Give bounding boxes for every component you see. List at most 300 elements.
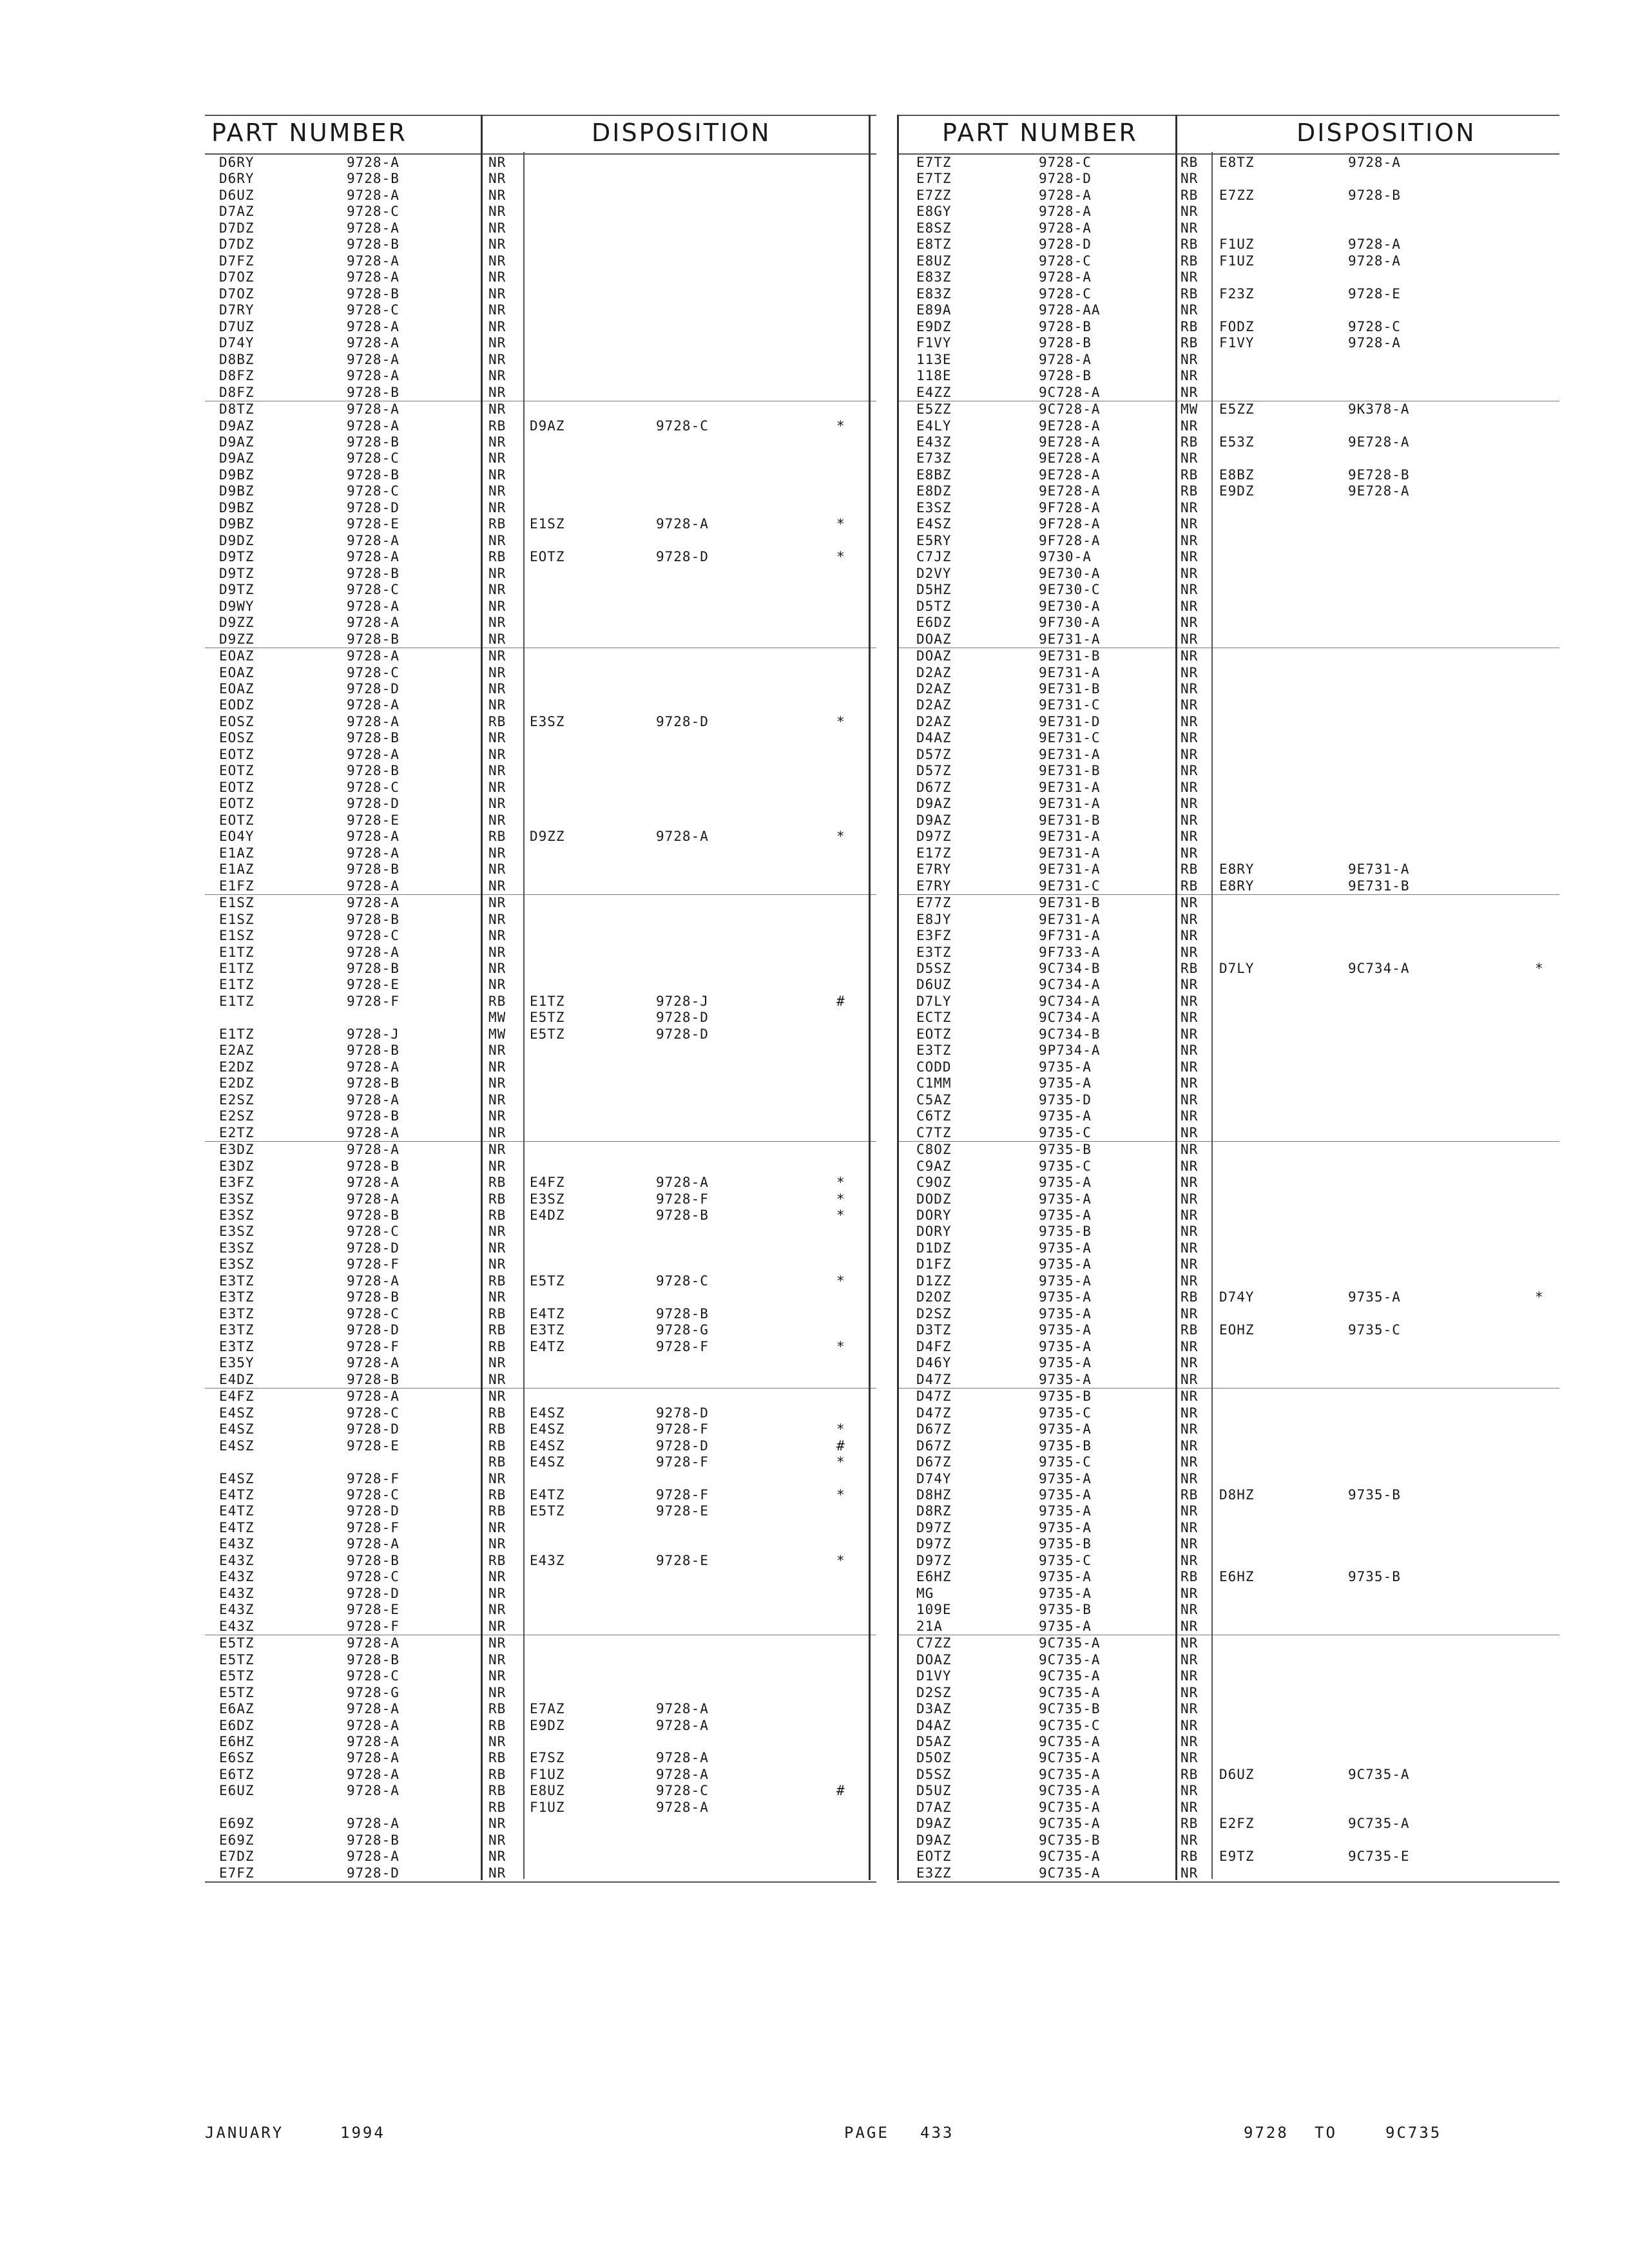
table-row xyxy=(897,1487,1559,1503)
table-row xyxy=(897,681,1559,697)
disposition-code: NR xyxy=(488,483,506,499)
disposition-code: NR xyxy=(1181,565,1199,581)
disposition-code: NR xyxy=(1181,1224,1199,1240)
table-row xyxy=(897,467,1559,483)
disposition-code: RB xyxy=(488,516,506,532)
disposition-code: RB xyxy=(488,1750,506,1766)
disposition-code: NR xyxy=(488,401,506,418)
disposition-code: NR xyxy=(1181,1783,1199,1799)
part-number: 9728-B xyxy=(347,861,400,878)
prefix: EOTZ xyxy=(916,1849,952,1865)
table-row xyxy=(897,763,1559,779)
disposition-code: NR xyxy=(1181,845,1199,861)
prefix: E3SZ xyxy=(219,1224,255,1240)
prefix: D8HZ xyxy=(916,1486,952,1503)
table-row xyxy=(897,599,1559,615)
disposition-code: NR xyxy=(1181,1240,1199,1256)
part-number: 9C735-B xyxy=(1039,1701,1101,1717)
footer-month: JANUARY xyxy=(205,2124,284,2142)
disposition-code: RB xyxy=(1181,466,1199,483)
disposition-code: NR xyxy=(1181,631,1199,647)
disposition-code: NR xyxy=(488,1832,506,1848)
table-row xyxy=(897,1372,1559,1388)
disposition-code: NR xyxy=(488,318,506,334)
prefix: D3TZ xyxy=(916,1322,952,1338)
disposition-code: NR xyxy=(488,928,506,944)
disposition-code: NR xyxy=(1181,1701,1199,1717)
part-number: 9728-E xyxy=(347,1437,400,1454)
table-row xyxy=(897,714,1559,730)
prefix: E5ZZ xyxy=(916,401,952,418)
prefix: EOSZ xyxy=(219,730,255,746)
table-row xyxy=(897,665,1559,681)
disposition-code: RB xyxy=(488,1191,506,1207)
replacement-number: 9728-F xyxy=(656,1454,709,1470)
disposition-code: NR xyxy=(1181,1437,1199,1454)
table-row xyxy=(897,549,1559,565)
right-divider xyxy=(1175,115,1177,1880)
prefix: E2SZ xyxy=(219,1108,255,1124)
prefix: D67Z xyxy=(916,1454,952,1470)
table-row xyxy=(205,1092,876,1108)
prefix: D7LY xyxy=(916,993,952,1009)
disposition-code: RB xyxy=(488,1421,506,1437)
replacement-number: 9728-E xyxy=(1348,285,1401,302)
disposition-code: RB xyxy=(488,1437,506,1454)
prefix: E3SZ xyxy=(219,1256,255,1273)
replacement-number: 9728-C xyxy=(1348,318,1401,334)
prefix: D9AZ xyxy=(916,796,952,812)
prefix: E7ZZ xyxy=(916,187,952,203)
table-row xyxy=(897,1273,1559,1289)
part-number: 9E731-C xyxy=(1039,697,1101,713)
replacement-prefix: E3SZ xyxy=(530,713,565,729)
disposition-code: NR xyxy=(1181,681,1199,697)
table-row xyxy=(897,1207,1559,1224)
replacement-number: 9728-F xyxy=(656,1486,709,1503)
prefix: D9AZ xyxy=(916,1816,952,1832)
part-number: 9735-A xyxy=(1039,1175,1092,1191)
prefix: D8TZ xyxy=(219,401,255,418)
table-row xyxy=(897,1010,1559,1026)
disposition-code: NR xyxy=(1181,269,1199,285)
part-number: 9728-B xyxy=(1039,335,1092,351)
disposition-code: NR xyxy=(1181,1536,1199,1552)
disposition-code: NR xyxy=(1181,763,1199,779)
table-row xyxy=(205,1388,876,1405)
part-number: 9735-B xyxy=(1039,1437,1092,1454)
disposition-code: NR xyxy=(1181,730,1199,746)
disposition-code: NR xyxy=(488,895,506,911)
disposition-code: NR xyxy=(488,763,506,779)
disposition-code: NR xyxy=(1181,648,1199,664)
table-row xyxy=(897,1289,1559,1305)
table-row xyxy=(205,1865,876,1881)
part-number: 9728-B xyxy=(1039,318,1092,334)
part-number: 9E731-D xyxy=(1039,713,1101,729)
prefix: EOTZ xyxy=(219,763,255,779)
disposition-code: NR xyxy=(488,499,506,515)
part-number: 9728-B xyxy=(347,236,400,253)
prefix: D5OZ xyxy=(916,1750,952,1766)
prefix: E43Z xyxy=(219,1552,255,1568)
part-number: 9E731-A xyxy=(1039,829,1101,845)
disposition-code: RB xyxy=(488,1338,506,1354)
note-mark: # xyxy=(836,1783,845,1799)
prefix: E7DZ xyxy=(219,1849,255,1865)
table-row xyxy=(897,730,1559,746)
prefix: E3TZ xyxy=(219,1322,255,1338)
disposition-code: RB xyxy=(1181,434,1199,450)
note-mark: * xyxy=(836,1273,845,1289)
replacement-number: 9728-C xyxy=(656,418,709,434)
part-number: 9728-D xyxy=(347,1421,400,1437)
part-number: 9728-A xyxy=(347,1091,400,1108)
prefix: D1FZ xyxy=(916,1256,952,1273)
prefix: E7RY xyxy=(916,861,952,878)
disposition-code: NR xyxy=(488,1618,506,1634)
table-row xyxy=(897,1750,1559,1766)
table-row xyxy=(205,1536,876,1552)
table-row xyxy=(897,220,1559,236)
disposition-code: NR xyxy=(488,236,506,253)
table-row xyxy=(897,1685,1559,1701)
disposition-code: RB xyxy=(1181,1289,1199,1305)
part-number: 9728-B xyxy=(347,171,400,187)
table-row xyxy=(205,483,876,499)
replacement-prefix: D74Y xyxy=(1219,1289,1255,1305)
disposition-code: NR xyxy=(1181,895,1199,911)
table-row xyxy=(897,1816,1559,1832)
table-row xyxy=(205,1832,876,1849)
table-row xyxy=(897,1569,1559,1585)
part-number: 9728-B xyxy=(347,565,400,581)
part-number: 9735-C xyxy=(1039,1552,1092,1568)
part-number: 9E731-B xyxy=(1039,763,1101,779)
part-number: 9728-A xyxy=(347,648,400,664)
disposition-code: NR xyxy=(488,697,506,713)
disposition-code: NR xyxy=(488,664,506,680)
table-row xyxy=(205,1652,876,1668)
part-number: 9728-A xyxy=(1039,269,1092,285)
part-number: 9C735-A xyxy=(1039,1783,1101,1799)
prefix: EOTZ xyxy=(219,812,255,828)
prefix: E6AZ xyxy=(219,1701,255,1717)
disposition-code: NR xyxy=(488,450,506,466)
replacement-number: 9278-D xyxy=(656,1405,709,1421)
part-number: 9728-F xyxy=(347,1618,400,1634)
part-number: 9728-A xyxy=(347,1536,400,1552)
part-number: 9C728-A xyxy=(1039,384,1101,400)
replacement-prefix: FODZ xyxy=(1219,318,1255,334)
disposition-code: NR xyxy=(488,631,506,647)
prefix: D7UZ xyxy=(219,318,255,334)
table-row xyxy=(897,1438,1559,1454)
prefix: F1VY xyxy=(916,335,952,351)
prefix: 109E xyxy=(916,1602,952,1618)
prefix: D1VY xyxy=(916,1668,952,1684)
table-row xyxy=(205,994,876,1010)
part-number: 9C735-A xyxy=(1039,1734,1101,1749)
part-number: 9728-D xyxy=(347,681,400,697)
table-row xyxy=(205,615,876,631)
part-number: 9728-A xyxy=(347,351,400,367)
prefix: E3ZZ xyxy=(916,1865,952,1881)
disposition-code: NR xyxy=(488,1602,506,1618)
prefix: D9AZ xyxy=(916,1832,952,1848)
part-number: 9730-A xyxy=(1039,549,1092,565)
part-number: 9735-A xyxy=(1039,1486,1092,1503)
table-row xyxy=(205,1207,876,1224)
prefix: E3TZ xyxy=(916,1043,952,1059)
table-row xyxy=(897,1503,1559,1519)
note-mark: * xyxy=(836,1175,845,1191)
part-number: 9728-A xyxy=(347,895,400,911)
part-number: 9728-B xyxy=(347,631,400,647)
prefix: D2AZ xyxy=(916,664,952,680)
part-number: 9735-B xyxy=(1039,1224,1092,1240)
part-number: 9735-A xyxy=(1039,1191,1092,1207)
disposition-code: NR xyxy=(1181,1305,1199,1321)
table-row xyxy=(205,1306,876,1322)
part-number: 9E731-C xyxy=(1039,878,1101,894)
prefix: D97Z xyxy=(916,1552,952,1568)
disposition-code: NR xyxy=(1181,1043,1199,1059)
part-number: 9728-A xyxy=(347,1750,400,1766)
part-number: 9735-A xyxy=(1039,1305,1092,1321)
prefix: D3AZ xyxy=(916,1701,952,1717)
disposition-code: NR xyxy=(488,1224,506,1240)
table-row xyxy=(205,368,876,384)
disposition-code: RB xyxy=(1181,1486,1199,1503)
replacement-number: 9728-F xyxy=(656,1421,709,1437)
part-number: 9728-B xyxy=(347,1108,400,1124)
disposition-code: RB xyxy=(488,1503,506,1519)
part-number: 9728-C xyxy=(347,204,400,220)
disposition-code: NR xyxy=(488,1585,506,1601)
table-row xyxy=(897,1800,1559,1816)
prefix: EOTZ xyxy=(219,746,255,762)
disposition-code: RB xyxy=(1181,253,1199,269)
part-number: 9E730-A xyxy=(1039,565,1101,581)
disposition-code: RB xyxy=(488,1207,506,1223)
prefix: D5AZ xyxy=(916,1734,952,1749)
prefix: EOTZ xyxy=(916,1026,952,1042)
part-number: 9728-D xyxy=(347,796,400,812)
part-number: 9E731-A xyxy=(1039,746,1101,762)
disposition-code: RB xyxy=(488,993,506,1009)
part-number: 9728-A xyxy=(347,549,400,565)
disposition-code: NR xyxy=(1181,1519,1199,1535)
disposition-code: NR xyxy=(1181,1355,1199,1371)
part-number: 9C734-A xyxy=(1039,993,1101,1009)
disposition-code: RB xyxy=(488,1766,506,1782)
disposition-code: NR xyxy=(488,171,506,187)
prefix: E2SZ xyxy=(219,1091,255,1108)
replacement-number: 9728-A xyxy=(1348,253,1401,269)
disposition-code: NR xyxy=(1181,1668,1199,1684)
table-row xyxy=(897,1421,1559,1437)
table-row xyxy=(205,1125,876,1141)
replacement-prefix: D7LY xyxy=(1219,960,1255,976)
disposition-code: MW xyxy=(488,1026,506,1042)
part-number: 9735-A xyxy=(1039,1371,1092,1387)
table-row xyxy=(205,155,876,171)
prefix: D1ZZ xyxy=(916,1273,952,1289)
table-row xyxy=(897,1832,1559,1849)
prefix: 21A xyxy=(916,1618,943,1634)
prefix: C6TZ xyxy=(916,1108,952,1124)
table-row xyxy=(205,236,876,253)
part-number: 9728-D xyxy=(347,1322,400,1338)
disposition-code: NR xyxy=(488,1355,506,1371)
disposition-code: NR xyxy=(1181,1142,1199,1158)
disposition-code: NR xyxy=(1181,1734,1199,1749)
table-row xyxy=(897,1125,1559,1141)
table-row xyxy=(205,1322,876,1338)
table-row xyxy=(205,812,876,829)
table-row xyxy=(205,1043,876,1059)
disposition-code: NR xyxy=(1181,1454,1199,1470)
part-number: 9728-B xyxy=(347,285,400,302)
table-row xyxy=(205,1421,876,1437)
table-row xyxy=(205,335,876,351)
table-row xyxy=(205,1224,876,1240)
prefix: D8FZ xyxy=(219,368,255,384)
prefix: E1TZ xyxy=(219,977,255,993)
left-divider xyxy=(481,115,483,1880)
prefix: 113E xyxy=(916,351,952,367)
disposition-code: NR xyxy=(1181,1618,1199,1634)
replacement-prefix: E43Z xyxy=(530,1552,565,1568)
table-row xyxy=(205,1141,876,1158)
table-row xyxy=(205,1438,876,1454)
replacement-prefix: E7ZZ xyxy=(1219,187,1255,203)
table-row xyxy=(897,1075,1559,1091)
disposition-code: NR xyxy=(1181,549,1199,565)
replacement-number: 9728-A xyxy=(656,1175,709,1191)
note-mark: * xyxy=(836,1191,845,1207)
table-row xyxy=(205,1503,876,1519)
replacement-number: 9728-C xyxy=(656,1783,709,1799)
disposition-code: NR xyxy=(1181,1207,1199,1223)
replacement-number: 9728-A xyxy=(656,1799,709,1815)
prefix: D74Y xyxy=(916,1470,952,1486)
part-number: 9728-A xyxy=(1039,204,1092,220)
disposition-code: NR xyxy=(1181,1865,1199,1881)
part-number: 9728-F xyxy=(347,1519,400,1535)
note-mark: * xyxy=(836,1338,845,1354)
disposition-code: RB xyxy=(488,1405,506,1421)
replacement-prefix: E8BZ xyxy=(1219,466,1255,483)
footer-page-label: PAGE xyxy=(844,2124,889,2142)
prefix: D2AZ xyxy=(916,713,952,729)
table-row xyxy=(897,418,1559,434)
prefix: D4AZ xyxy=(916,1717,952,1733)
replacement-prefix: E8TZ xyxy=(1219,155,1255,170)
part-number: 9728-B xyxy=(347,1289,400,1305)
prefix: E5RY xyxy=(916,532,952,548)
prefix: D74Y xyxy=(219,335,255,351)
replacement-prefix: E4TZ xyxy=(530,1338,565,1354)
table-row xyxy=(205,319,876,335)
table-row xyxy=(897,1306,1559,1322)
table-row xyxy=(897,1454,1559,1470)
disposition-code: NR xyxy=(488,1289,506,1305)
replacement-prefix: E5TZ xyxy=(530,1503,565,1519)
part-number: 9728-C xyxy=(1039,253,1092,269)
disposition-code: NR xyxy=(1181,1338,1199,1354)
left-rows xyxy=(205,155,876,1883)
part-number: 9728-C xyxy=(347,582,400,598)
part-number: 9728-D xyxy=(347,1240,400,1256)
table-row xyxy=(205,1635,876,1651)
part-number: 9728-A xyxy=(347,1142,400,1158)
part-number: 9728-B xyxy=(347,1158,400,1174)
table-row xyxy=(205,1471,876,1487)
replacement-prefix: E5ZZ xyxy=(1219,401,1255,418)
prefix: E3SZ xyxy=(219,1240,255,1256)
prefix: EOAZ xyxy=(219,648,255,664)
disposition-code: RB xyxy=(488,1486,506,1503)
note-mark: * xyxy=(836,1454,845,1470)
part-number: 9728-B xyxy=(347,1371,400,1387)
disposition-code: NR xyxy=(1181,204,1199,220)
part-number: 9728-C xyxy=(347,1305,400,1321)
disposition-code: NR xyxy=(1181,1273,1199,1289)
table-row xyxy=(205,780,876,796)
disposition-code: NR xyxy=(1181,220,1199,236)
part-number: 9735-B xyxy=(1039,1142,1092,1158)
prefix: D57Z xyxy=(916,746,952,762)
replacement-prefix: E4SZ xyxy=(530,1454,565,1470)
disposition-code: NR xyxy=(1181,1191,1199,1207)
prefix: C9OZ xyxy=(916,1175,952,1191)
table-row xyxy=(897,171,1559,187)
disposition-code: NR xyxy=(488,1668,506,1684)
prefix: E6SZ xyxy=(219,1750,255,1766)
prefix: C9AZ xyxy=(916,1158,952,1174)
replacement-number: 9728-A xyxy=(1348,155,1401,170)
table-row xyxy=(205,549,876,565)
disposition-code: RB xyxy=(1181,236,1199,253)
table-row xyxy=(205,269,876,285)
left-table xyxy=(205,115,876,1883)
prefix: D9DZ xyxy=(219,532,255,548)
replacement-prefix: E9TZ xyxy=(1219,1849,1255,1865)
note-mark: * xyxy=(836,1207,845,1223)
disposition-code: RB xyxy=(1181,285,1199,302)
replacement-number: 9735-C xyxy=(1348,1322,1401,1338)
part-number: 9728-B xyxy=(347,960,400,976)
table-row xyxy=(897,648,1559,664)
disposition-code: NR xyxy=(1181,1059,1199,1075)
part-number: 9728-B xyxy=(347,434,400,450)
footer-year: 1994 xyxy=(340,2124,385,2142)
table-row xyxy=(205,1783,876,1799)
disposition-code: NR xyxy=(488,730,506,746)
part-number: 9735-A xyxy=(1039,1240,1092,1256)
part-number: 9735-A xyxy=(1039,1569,1092,1585)
disposition-code: NR xyxy=(1181,993,1199,1009)
table-row xyxy=(205,171,876,187)
part-number: 9C735-A xyxy=(1039,1816,1101,1832)
disposition-code: RB xyxy=(488,829,506,845)
replacement-number: 9728-E xyxy=(656,1503,709,1519)
table-row xyxy=(205,945,876,961)
part-number: 9728-F xyxy=(347,1338,400,1354)
table-row xyxy=(897,977,1559,993)
